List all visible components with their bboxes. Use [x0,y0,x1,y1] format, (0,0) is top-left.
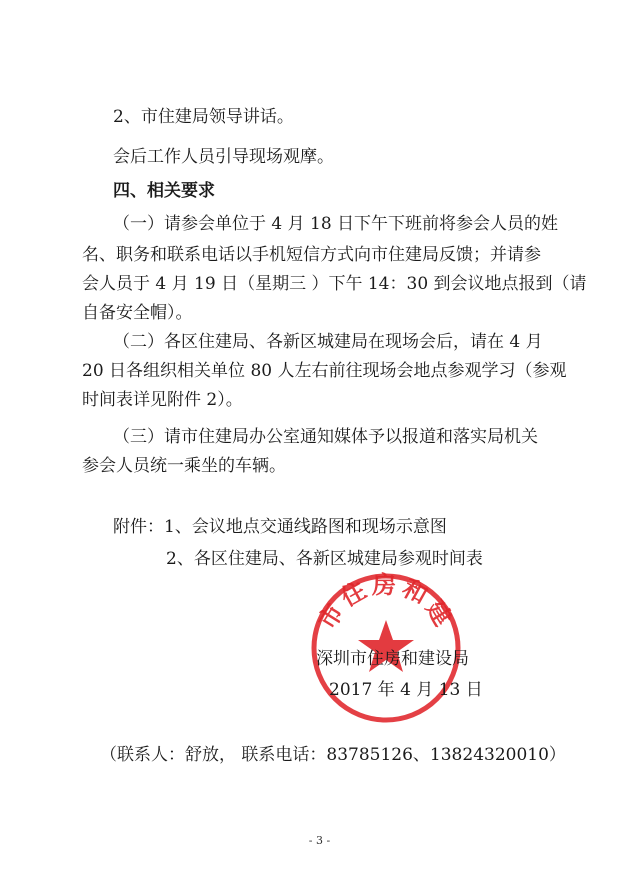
requirement-1-line-4: 自备安全帽）。 [82,303,193,323]
attachment-2: 2、各区住建局、各新区城建局参观时间表 [166,549,483,569]
issuing-organization: 深圳市住房和建设局 [316,649,469,669]
requirement-2-line-1: （二）各区住建局、各新区城建局在现场会后，请在 4 月 [113,332,543,352]
attachment-1: 附件：1、会议地点交通线路图和现场示意图 [113,517,447,537]
requirement-3-line-2: 参会人员统一乘坐的车辆。 [82,456,286,476]
page-number: - 3 - [308,834,331,847]
paragraph-speech: 2、市住建局领导讲话。 [113,107,294,127]
contact-info: （联系人：舒放， 联系电话：83785126、13824320010） [100,745,566,765]
requirement-3-line-1: （三）请市住建局办公室通知媒体予以报道和落实局机关 [113,427,538,447]
requirement-1-line-1: （一）请参会单位于 4 月 18 日下午下班前将参会人员的姓 [113,214,559,234]
requirement-2-line-2: 20 日各组织相关单位 80 人左右前往现场会地点参观学习（参观 [82,361,567,381]
requirement-1-line-3: 会人员于 4 月 19 日（星期三 ）下午 14：30 到会议地点报到（请 [82,274,587,294]
paragraph-tour: 会后工作人员引导现场观摩。 [113,147,334,167]
requirement-2-line-3: 时间表详见附件 2）。 [82,390,243,410]
issue-date: 2017 年 4 月 13 日 [329,680,483,700]
section-heading: 四、相关要求 [113,181,215,201]
requirement-1-line-2: 名、职务和联系电话以手机短信方式向市住建局反馈；并请参 [82,245,541,265]
seal-text: 市住房和建 [312,570,460,635]
